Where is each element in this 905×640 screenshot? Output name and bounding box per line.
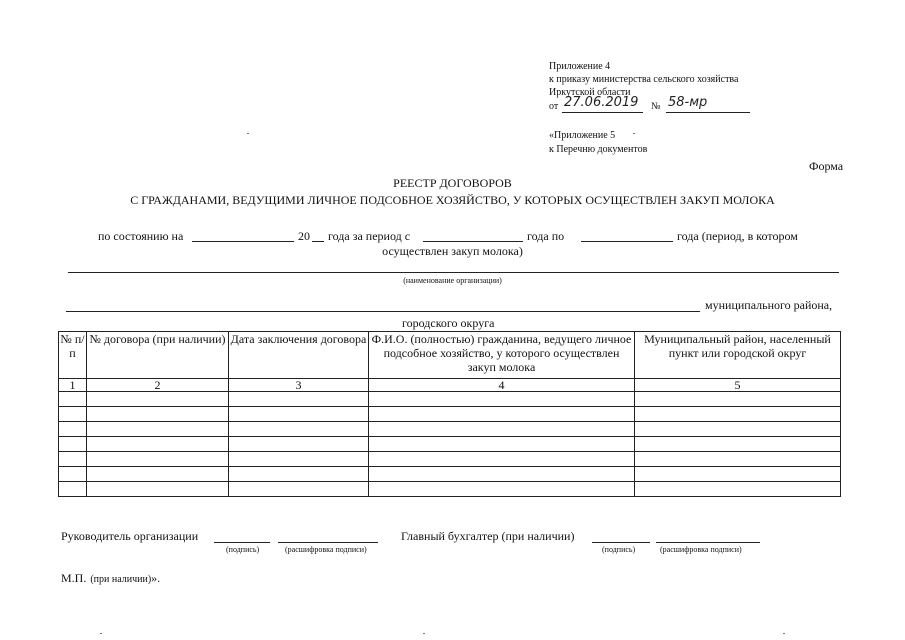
header-cell-date: Дата заключения договора <box>229 332 369 379</box>
table-cell <box>59 422 87 437</box>
period-line-2: осуществлен закуп молока) <box>382 244 523 258</box>
header-cell-fullname: Ф.И.О. (полностью) гражданина, ведущего личное подсобное хозяйство, у которого осуществлен закуп молока <box>369 332 635 379</box>
table-cell <box>635 392 841 407</box>
stamp-end: ». <box>151 571 161 585</box>
table-cell <box>229 482 369 497</box>
table-cell <box>229 437 369 452</box>
table-cell <box>229 392 369 407</box>
scan-speck <box>783 633 785 634</box>
accountant-decode-field <box>656 542 760 543</box>
table-cell <box>59 437 87 452</box>
table-cell <box>87 467 229 482</box>
accountant-label: Главный бухгалтер (при наличии) <box>401 529 575 543</box>
table-cell <box>635 422 841 437</box>
column-number: 3 <box>229 379 369 392</box>
form-label: Форма <box>809 159 844 173</box>
table-cell <box>59 467 87 482</box>
column-number: 4 <box>369 379 635 392</box>
period-for-period: года за период с <box>328 229 411 243</box>
appendix-line-1: Приложение 4 <box>549 61 611 72</box>
head-decode-caption: (расшифровка подписи) <box>285 545 367 554</box>
table-cell <box>229 407 369 422</box>
table-cell <box>229 422 369 437</box>
table-cell <box>635 407 841 422</box>
table-cell <box>635 452 841 467</box>
date-underline <box>562 112 643 113</box>
period-start-field <box>423 241 523 242</box>
org-name-field <box>68 272 839 273</box>
header-cell-contract: № договора (при наличии) <box>87 332 229 379</box>
column-number: 2 <box>87 379 229 392</box>
table-row <box>59 482 841 497</box>
table-row <box>59 467 841 482</box>
accountant-decode-caption: (расшифровка подписи) <box>660 545 742 554</box>
table-row <box>59 392 841 407</box>
table-number-row <box>59 379 841 392</box>
table-header-row <box>59 332 841 379</box>
header-cell-district: Муниципальный район, населенный пункт или городской округ <box>635 332 841 379</box>
column-number: 1 <box>59 379 87 392</box>
table-cell <box>229 452 369 467</box>
number-prefix: № <box>651 101 661 112</box>
number-underline <box>666 112 750 113</box>
accountant-signature-caption: (подпись) <box>602 545 636 554</box>
table-cell <box>369 452 635 467</box>
table-cell <box>635 437 841 452</box>
municipal-suffix: муниципального района, <box>705 298 833 312</box>
appendix5-line-1: «Приложение 5 <box>549 130 616 141</box>
table-cell <box>87 407 229 422</box>
table-cell <box>87 437 229 452</box>
handwritten-date: 27.06.2019 <box>564 95 639 110</box>
date-prefix: от <box>549 101 559 112</box>
title-line-1: РЕЕСТР ДОГОВОРОВ <box>393 176 512 190</box>
table-cell <box>369 467 635 482</box>
table-cell <box>369 392 635 407</box>
table-cell <box>87 452 229 467</box>
table-cell <box>635 467 841 482</box>
table-cell <box>87 392 229 407</box>
org-caption: (наименование организации) <box>403 276 502 285</box>
table-cell <box>59 392 87 407</box>
appendix5-line-2: к Перечню документов <box>549 144 648 155</box>
head-signature-caption: (подпись) <box>226 545 260 554</box>
table-cell <box>635 482 841 497</box>
table-row <box>59 452 841 467</box>
municipal-field <box>66 311 700 312</box>
table-cell <box>59 482 87 497</box>
appendix-line-2: к приказу министерства сельского хозяйства <box>549 74 739 85</box>
as-of-date-field <box>192 241 294 242</box>
municipal-caption: городского округа <box>402 316 495 330</box>
handwritten-number: 58-мр <box>668 95 708 110</box>
head-label: Руководитель организации <box>61 529 199 543</box>
year-field <box>312 241 324 242</box>
period-year-prefix: 20 <box>298 229 310 243</box>
table-cell <box>87 422 229 437</box>
appendix-line-3: Иркутской области <box>549 87 631 98</box>
scan-speck <box>247 133 249 134</box>
scan-speck <box>633 133 635 134</box>
table-cell <box>369 482 635 497</box>
table-cell <box>59 407 87 422</box>
table-cell <box>369 407 635 422</box>
register-table <box>58 331 841 497</box>
period-tail: года (период, в котором <box>677 229 798 243</box>
table-row <box>59 437 841 452</box>
column-number: 5 <box>635 379 841 392</box>
table-row <box>59 422 841 437</box>
period-as-of: по состоянию на <box>98 229 184 243</box>
title-line-2: С ГРАЖДАНАМИ, ВЕДУЩИМИ ЛИЧНОЕ ПОДСОБНОЕ ХОЗЯЙСТВО, У КОТОРЫХ ОСУЩЕСТВЛЕН ЗАКУП МОЛОКА <box>130 193 775 207</box>
period-to: года по <box>527 229 565 243</box>
scan-speck <box>423 633 425 634</box>
stamp-note: (при наличии) <box>90 574 152 585</box>
table-cell <box>229 467 369 482</box>
head-decode-field <box>278 542 378 543</box>
table-cell <box>87 482 229 497</box>
table-cell <box>59 452 87 467</box>
accountant-signature-field <box>592 542 650 543</box>
scan-speck <box>100 633 102 634</box>
table-row <box>59 407 841 422</box>
period-end-field <box>581 241 673 242</box>
header-cell-number: № п/п <box>59 332 87 379</box>
stamp-line <box>61 569 160 587</box>
table-cell <box>369 422 635 437</box>
stamp-label: М.П. <box>61 571 87 585</box>
table-cell <box>369 437 635 452</box>
head-signature-field <box>214 542 270 543</box>
